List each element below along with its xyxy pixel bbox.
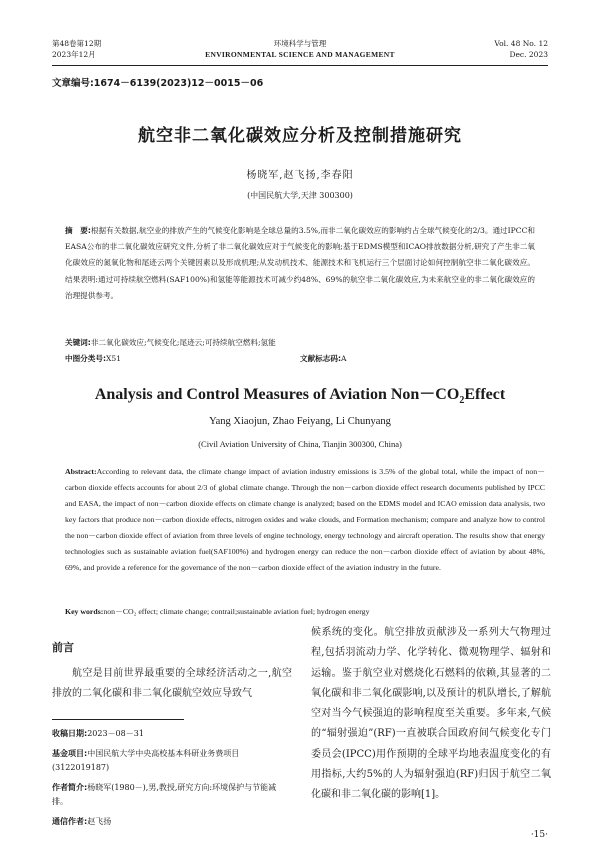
abstract-en-text: According to relevant data, the climate change impact of aviation industry emissions is 3.5% of the global total, while the impact of non－carbon dioxide effects accounts for about 2/3 of global climate change. Through the non－carbon dioxide effect research documents published by IPCC and EASA, the impact of non－carbon dioxide effects on climate change is analyzed; based on the EDMS model and ICAO emission data analysis, two key factors that produce non－carbon dioxide effects, nitrogen oxides and wake clouds, and Formation mechanism; compare and analyze how to control the non－carbon dioxide effect of aviation from three levels of engine technology, energy technology and aircraft operation. The results show that energy technologies such as sustainable aviation fuel(SAF100%) and hydrogen energy can reduce the non－carbon dioxide effect of aviation by about 48%, 69%, and provide a reference for the governance of the non－carbon dioxide effect of the aviation industry in the future. xyxy=(65,467,545,572)
journal-name-cn: 环境科学与管理 xyxy=(273,39,327,48)
received-label: 收稿日期: xyxy=(52,729,88,738)
corresponding-author: 赵飞扬 xyxy=(87,817,112,826)
title-en-main: Analysis and Control Measures of Aviation Non－CO xyxy=(94,386,460,403)
article-number: 文章编号:1674－6139(2023)12－0015－06 xyxy=(52,78,264,89)
abstract-cn xyxy=(65,223,535,304)
authors-en: Yang Xiaojun, Zhao Feiyang, Li Chunyang xyxy=(209,416,391,427)
affiliation-cn: (中国民航大学,天津 300300) xyxy=(247,191,353,200)
footnote-rule xyxy=(52,719,184,720)
abstract-en xyxy=(65,464,545,576)
volume-issue-en: Vol. 48 No. 12 xyxy=(494,39,548,48)
title-en-tail: Effect xyxy=(464,386,506,403)
title-en-subscript: 2 xyxy=(459,395,465,407)
section-heading-intro: 前言 xyxy=(52,641,74,654)
bio-text: 杨晓军(1980－),男,教授,研究方向:环境保护与节能减排。 xyxy=(52,783,277,806)
keywords-en xyxy=(65,606,545,617)
keywords-en-label: Key words: xyxy=(65,607,104,616)
keywords-cn-label: 关键词: xyxy=(65,338,91,347)
corresponding-label: 通信作者: xyxy=(52,817,88,826)
clc-label: 中图分类号: xyxy=(65,354,107,363)
abstract-cn-text: 根据有关数据,航空业的排放产生的气候变化影响是全球总量的3.5%,而非二氧化碳效应的影响约占全球气候变化的2/3。通过IPCC和EASA公布的非二氧化碳效应研究文件,分析了非二氧化碳效应对于气候变化的影响;基于EDMS模型和ICAO排放数据分析,研究了产生非二氧化碳效应的氮氧化物和尾迹云两个关键因素以及形成机理;从发动机技术、能源技术和飞机运行三个层面讨论如何控制航空非二氧化碳效应。结果表明:通过可持续航空燃料(SAF100%)和氢能等能源技术可减少约48%、69%的航空非二氧化碳效应,为未来航空业的非二氧化碳效应的治理提供参考。 xyxy=(65,226,535,300)
title-cn: 航空非二氧化碳效应分析及控制措施研究 xyxy=(138,126,462,146)
header-rule xyxy=(52,65,548,66)
intro-left-column: 航空是目前世界最重要的全球经济活动之一,航空排放的二氧化碳和非二氧化碳航空效应导致气 xyxy=(52,668,292,699)
volume-issue: 第48卷第12期 xyxy=(52,39,102,48)
clc-value: X51 xyxy=(106,354,122,363)
intro-right-column: 候系统的变化。航空排放贡献涉及一系列大气物理过程,包括羽流动力学、化学转化、微观物理学、辐射和运输。鉴于航空业对燃烧化石燃料的依赖,其显著的二氧化碳和非二氧化碳影响,以及预计的机队增长,了解航空对当今气候强迫的影响程度至关重要。多年来,气候的“辐射强迫”(RF)一直被联合国政府间气候变化专门委员会(IPCC)用作预期的全球平均地表温度变化的有用指标,大约5%的人为辐射强迫(RF)归因于航空二氧化碳和非二氧化碳的影响[1]。 xyxy=(311,627,551,801)
keywords-cn xyxy=(65,337,535,348)
fund-label: 基金项目: xyxy=(52,749,88,758)
journal-name-en: ENVIRONMENTAL SCIENCE AND MANAGEMENT xyxy=(205,50,395,59)
title-en xyxy=(0,381,600,406)
footnote-received xyxy=(52,727,292,741)
abstract-en-label: Abstract: xyxy=(65,467,97,476)
journal-volume-info-en xyxy=(494,38,548,60)
page-number: ·15· xyxy=(530,830,548,840)
affiliation-en: (Civil Aviation University of China, Tianjin 300300, China) xyxy=(198,439,402,449)
abstract-cn-label: 摘 要: xyxy=(65,226,91,235)
issue-date: 2023年12月 xyxy=(52,50,96,59)
authors-cn: 杨晓军,赵飞扬,李春阳 xyxy=(246,170,354,181)
doc-code-label: 文献标志码: xyxy=(300,354,342,363)
keywords-cn-text: 非二氧化碳效应;气候变化;尾迹云;可持续航空燃料;氢能 xyxy=(90,338,276,347)
keywords-en-text: non－CO₂ effect; climate change; contrail;sustainable aviation fuel; hydrogen energy xyxy=(103,607,370,616)
journal-name xyxy=(52,38,548,60)
doc-code-value: A xyxy=(341,354,347,363)
footnote-fund xyxy=(52,747,292,775)
bio-label: 作者简介: xyxy=(52,783,88,792)
received-date: 2023－08－31 xyxy=(87,729,144,738)
footnote-corresponding xyxy=(52,815,292,829)
footnote-bio xyxy=(52,781,292,809)
fund-text: 中国民航大学中央高校基本科研业务费项目(3122019187) xyxy=(52,749,240,772)
classification-line xyxy=(65,353,535,364)
issue-date-en: Dec. 2023 xyxy=(509,50,548,59)
